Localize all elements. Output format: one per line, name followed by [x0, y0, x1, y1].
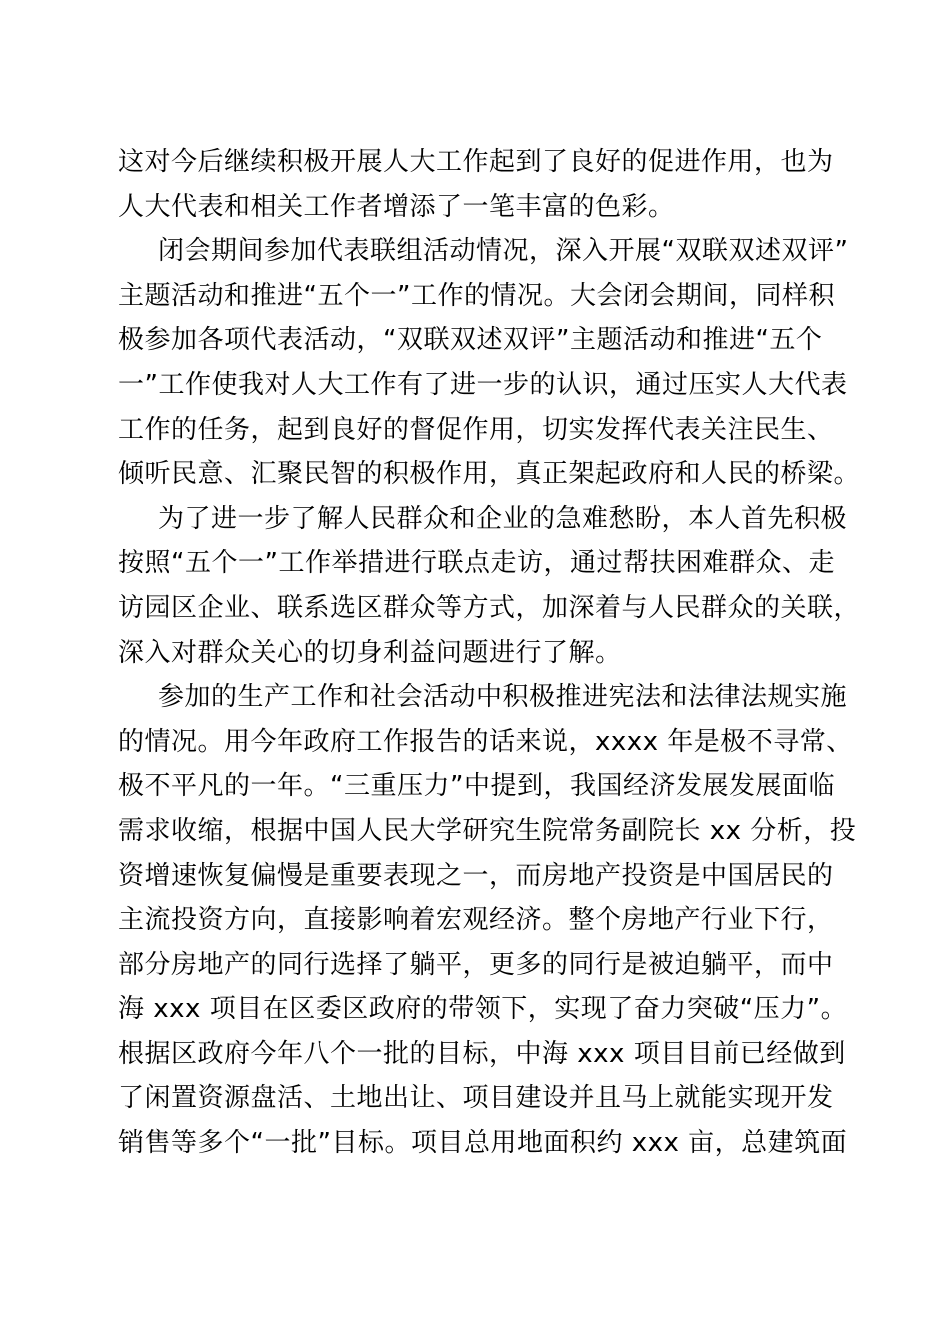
paragraph-start-line: 参加的生产工作和社会活动中积极推进宪法和法律法规实施 [158, 682, 848, 713]
text-line: 根据区政府今年八个一批的目标，中海 xxx 项目目前已经做到 [118, 1038, 846, 1069]
text-line: 主流投资方向，直接影响着宏观经济。整个房地产行业下行， [118, 905, 834, 936]
text-line: 倾听民意、汇聚民智的积极作用，真正架起政府和人民的桥梁。 [118, 459, 861, 490]
text-line: 极不平凡的一年。“三重压力”中提到，我国经济发展发展面临 [118, 771, 835, 802]
text-line: 资增速恢复偏慢是重要表现之一，而房地产投资是中国居民的 [118, 860, 834, 891]
text-line: 人大代表和相关工作者增添了一笔丰富的色彩。 [118, 191, 675, 222]
text-line: 需求收缩，根据中国人民大学研究生院常务副院长 xx 分析，投 [118, 815, 857, 846]
text-line: 工作的任务，起到良好的督促作用，切实发挥代表关注民生、 [118, 414, 834, 445]
text-line: 了闲置资源盘活、土地出让、项目建设并且马上就能实现开发 [118, 1083, 834, 1114]
text-line: 部分房地产的同行选择了躺平，更多的同行是被迫躺平，而中 [118, 949, 834, 980]
text-line: 按照“五个一”工作举措进行联点走访，通过帮扶困难群众、走 [118, 548, 835, 579]
text-line: 这对今后继续积极开展人大工作起到了良好的促进作用，也为 [118, 147, 834, 177]
text-line: 极参加各项代表活动，“双联双述双评”主题活动和推进“五个 [118, 325, 823, 356]
text-line: 的情况。用今年政府工作报告的话来说，xxxx 年是极不寻常、 [118, 726, 853, 757]
text-line: 主题活动和推进“五个一”工作的情况。大会闭会期间，同样积 [118, 280, 835, 311]
text-line: 销售等多个“一批”目标。项目总用地面积约 xxx 亩，总建筑面 [118, 1128, 848, 1159]
paragraph-start-line: 为了进一步了解人民群众和企业的急难愁盼，本人首先积极 [158, 503, 848, 534]
paragraph-start-line: 闭会期间参加代表联组活动情况，深入开展“双联双述双评” [158, 236, 849, 267]
text-line: 海 xxx 项目在区委区政府的带领下，实现了奋力突破“压力”。 [118, 994, 848, 1025]
text-line: 访园区企业、联系选区群众等方式，加深着与人民群众的关联， [118, 592, 861, 623]
text-line: 深入对群众关心的切身利益问题进行了解。 [118, 637, 622, 668]
text-line: 一”工作使我对人大工作有了进一步的认识，通过压实人大代表 [118, 369, 848, 400]
document-body [118, 140, 861, 1166]
